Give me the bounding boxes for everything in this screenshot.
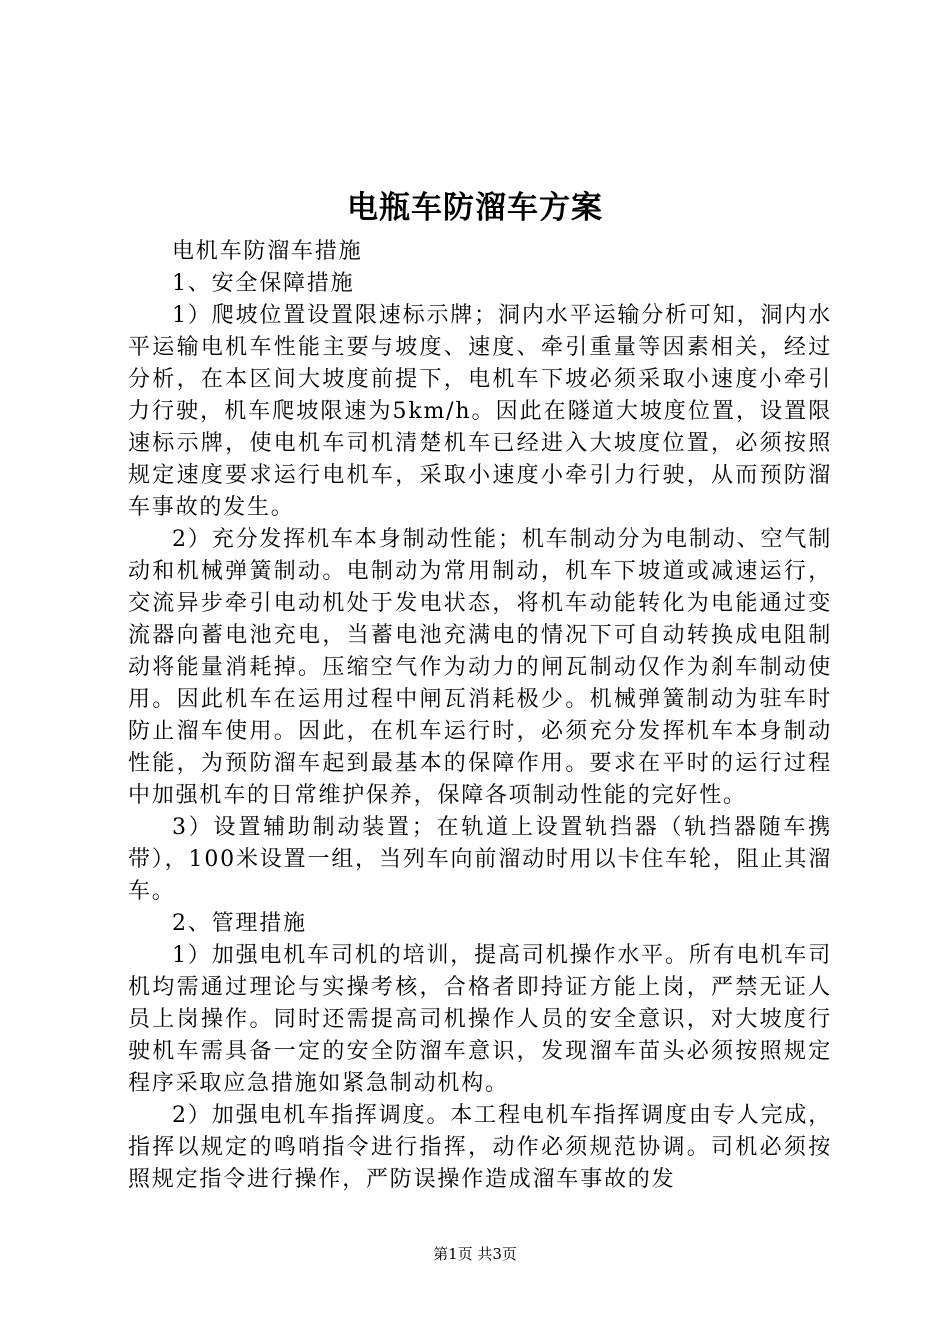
- paragraph-braking-performance: 2）充分发挥机车本身制动性能；机车制动分为电制动、空气制动和机械弹簧制动。电制动为常用制动，机车下坡道或减速运行，交流异步牵引电动机处于发电状态，将机车动能转化为电能通过变流器向蓄电池充电，当蓄电池充满电的情况下可自动转换成电阻制动将能量消耗掉。压缩空气作为动力的闸瓦制动仅作为刹车制动使用。因此机车在运用过程中闸瓦消耗极少。机械弹簧制动为驻车时防止溜车使用。因此，在机车运行时，必须充分发挥机车本身制动性能，为预防溜车起到最基本的保障作用。要求在平时的运行过程中加强机车的日常维护保养，保障各项制动性能的完好性。: [128, 527, 832, 808]
- page-number-footer: 第1页 共3页: [433, 1245, 517, 1263]
- paragraph-driver-training: 1）加强电机车司机的培训，提高司机操作水平。所有电机车司机均需通过理论与实操考核，合格者即持证方能上岗，严禁无证人员上岗操作。同时还需提高司机操作人员的安全意识，对大坡度行驶机车需具备一定的安全防溜车意识，发现溜车苗头必须按照规定程序采取应急措施如紧急制动机构。: [128, 943, 832, 1096]
- paragraph-speed-limit-signs: 1）爬坡位置设置限速标示牌；洞内水平运输分析可知，洞内水平运输电机车性能主要与坡度、速度、牵引重量等因素相关，经过分析，在本区间大坡度前提下，电机车下坡必须采取小速度小牵引力行驶，机车爬坡限速为5km/h。因此在隧道大坡度位置，设置限速标示牌，使电机车司机清楚机车已经进入大坡度位置，必须按照规定速度要求运行电机车，采取小速度小牵引力行驶，从而预防溜车事故的发生。: [128, 303, 832, 520]
- paragraph-auxiliary-brake: 3）设置辅助制动装置；在轨道上设置轨挡器（轨挡器随车携带），100米设置一组，当列车向前溜动时用以卡住车轮，阻止其溜车。: [128, 815, 832, 904]
- section-heading-safety: 1、安全保障措施: [172, 271, 355, 296]
- paragraph-dispatch-command: 2）加强电机车指挥调度。本工程电机车指挥调度由专人完成，指挥以规定的鸣哨指令进行指挥，动作必须规范协调。司机必须按照规定指令进行操作，严防误操作造成溜车事故的发: [128, 1103, 832, 1192]
- section-heading-management: 2、管理措施: [172, 911, 307, 936]
- document-body: [128, 236, 832, 1196]
- document-title: 电瓶车防溜车方案: [347, 190, 603, 226]
- paragraph-subtitle: 电机车防溜车措施: [172, 239, 363, 264]
